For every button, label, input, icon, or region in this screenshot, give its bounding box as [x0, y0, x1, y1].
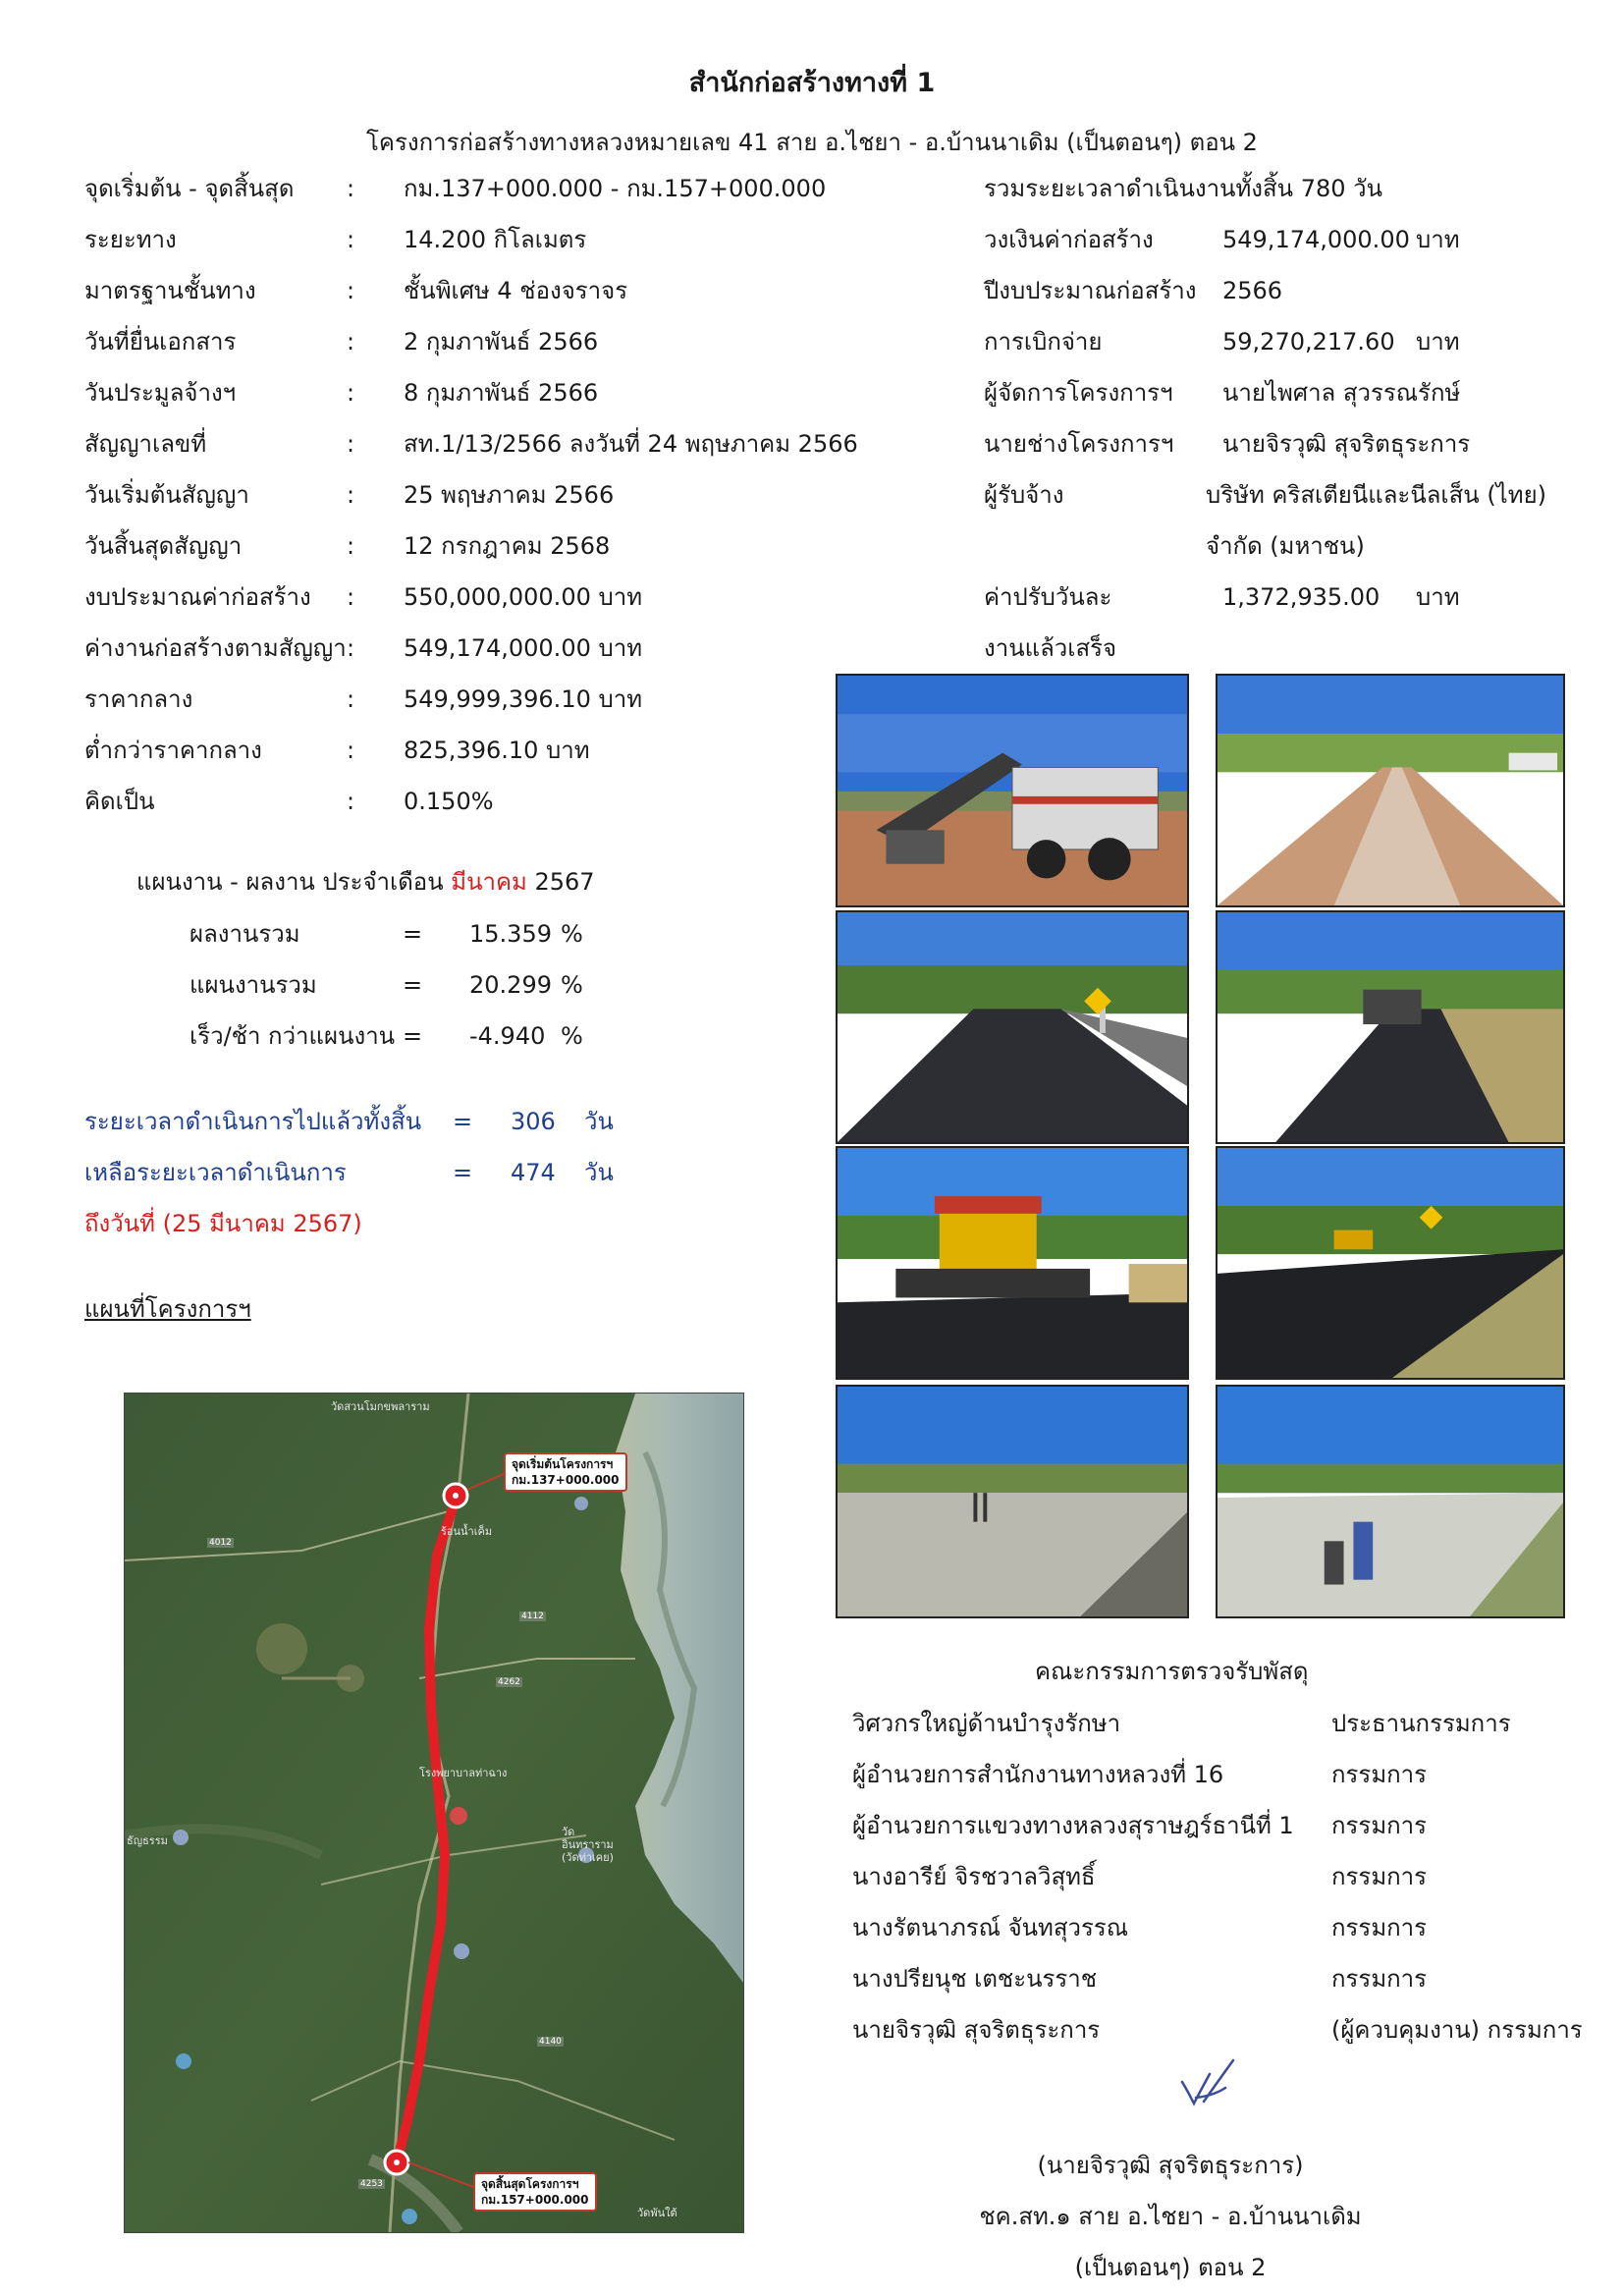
info-value: 8 กุมภาพันธ์ 2566 [404, 379, 599, 407]
start-point-title: จุดเริ่มต้นโครงการฯ [512, 1457, 614, 1471]
temple-icon [574, 1497, 588, 1510]
signer-position: ชค.สท.๑ สาย อ.ไชยา - อ.บ้านนาเดิม [979, 2203, 1362, 2230]
progress-eq: = [403, 971, 423, 999]
committee-member: นางปรียนุช เตชะนรราช [852, 1965, 1098, 1993]
info-value-line2: จำกัด (มหาชน) [1206, 532, 1365, 560]
progress-value: -4.940 [469, 1022, 546, 1050]
start-marker-icon [444, 1484, 467, 1507]
progress-heading-year: 2567 [526, 868, 595, 896]
road-number: 4012 [209, 1538, 232, 1548]
info-sep: : [347, 379, 355, 407]
map-label: ธัญธรรม [127, 1834, 168, 1847]
info-sep: : [347, 481, 355, 509]
committee-role: กรรมการ [1331, 1914, 1428, 1941]
info-sep: : [347, 430, 355, 458]
committee-member: ผู้อำนวยการสำนักงานทางหลวงที่ 16 [852, 1761, 1224, 1788]
elapsed-value: 306 [511, 1108, 556, 1135]
info-value: 14.200 กิโลเมตร [404, 226, 587, 253]
map-label: ร้อนน้ำเค็ม [441, 1525, 493, 1538]
project-title: โครงการก่อสร้างทางหลวงหมายเลข 41 สาย อ.ไชยา - อ.บ้านนาเดิม (เป็นตอนๆ) ตอน 2 [366, 129, 1258, 156]
paver-machine-photo [836, 1146, 1189, 1380]
info-sep: : [347, 583, 355, 611]
end-point-callout [473, 2172, 597, 2212]
info-value: 59,270,217.60 [1222, 328, 1395, 355]
fine-unit: บาท [1416, 583, 1460, 611]
remaining-unit: วัน [584, 1159, 614, 1186]
committee-role: กรรมการ [1331, 1761, 1428, 1788]
total-duration: รวมระยะเวลาดำเนินงานทั้งสิ้น 780 วัน [984, 175, 1383, 202]
road-number: 4140 [539, 2037, 562, 2047]
info-unit: บาท [1416, 328, 1460, 355]
info-value: 2 กุมภาพันธ์ 2566 [404, 328, 599, 355]
road-number: 4112 [521, 1612, 544, 1621]
info-label: วันประมูลจ้างฯ [84, 379, 237, 407]
temple-icon [454, 1943, 469, 1959]
new-asphalt-road-photo [1216, 1146, 1565, 1380]
progress-unit: % [561, 1022, 583, 1050]
info-label: วันที่ยื่นเอกสาร [84, 328, 237, 355]
committee-member: นางรัตนาภรณ์ จันทสุวรรณ [852, 1914, 1129, 1941]
progress-label: เร็ว/ช้า กว่าแผนงาน [189, 1022, 396, 1050]
info-unit: บาท [1416, 226, 1460, 253]
signer-section: (เป็นตอนๆ) ตอน 2 [1074, 2254, 1267, 2281]
road-number: 4253 [360, 2179, 383, 2189]
info-label: วงเงินค่าก่อสร้าง [984, 226, 1154, 253]
remaining-label: เหลือระยะเวลาดำเนินการ [84, 1159, 347, 1186]
info-value: 549,174,000.00 [1222, 226, 1410, 253]
progress-eq: = [403, 920, 423, 948]
info-label: ราคากลาง [84, 685, 193, 713]
info-value: นายไพศาล สุวรรณรักษ์ [1222, 379, 1461, 407]
committee-role: ประธานกรรมการ [1331, 1710, 1511, 1737]
satellite-map [125, 1394, 743, 2232]
info-value: 825,396.10 บาท [404, 737, 590, 764]
info-label: ผู้รับจ้าง [984, 481, 1064, 509]
info-value: 0.150% [404, 788, 494, 815]
info-label: สัญญาเลขที่ [84, 430, 207, 458]
elapsed-label: ระยะเวลาดำเนินการไปแล้วทั้งสิ้น [84, 1108, 422, 1135]
info-label: วันเริ่มต้นสัญญา [84, 481, 249, 509]
map-label: โรงพยาบาลท่าฉาง [419, 1767, 508, 1779]
info-label: ปีงบประมาณก่อสร้าง [984, 277, 1197, 304]
start-point-km: กม.137+000.000 [512, 1473, 620, 1487]
info-label: การเบิกจ่าย [984, 328, 1103, 355]
info-sep: : [347, 277, 355, 304]
info-value: 12 กรกฎาคม 2568 [404, 532, 611, 560]
remaining-value: 474 [511, 1159, 556, 1186]
info-label: ค่างานก่อสร้างตามสัญญา [84, 634, 347, 662]
committee-member: นางอารีย์ จิรชวาลวิสุทธิ์ [852, 1863, 1096, 1890]
fine-value: 1,372,935.00 [1222, 583, 1380, 611]
info-sep: : [347, 226, 355, 253]
road-subgrade-photo [1216, 674, 1565, 907]
progress-heading [136, 867, 595, 897]
progress-unit: % [561, 971, 583, 999]
info-label: นายช่างโครงการฯ [984, 430, 1174, 458]
progress-label: ผลงานรวม [189, 920, 300, 948]
committee-member: วิศวกรใหญ่ด้านบำรุงรักษา [852, 1710, 1121, 1737]
map-heading: แผนที่โครงการฯ [84, 1295, 251, 1323]
completed-work-label: งานแล้วเสร็จ [984, 634, 1117, 662]
map-label: วัดอินทราราม (วัดท่าเคย) [562, 1826, 614, 1864]
info-value: กม.137+000.000 - กม.157+000.000 [404, 175, 827, 202]
info-sep: : [347, 328, 355, 355]
info-label: ระยะทาง [84, 226, 177, 253]
map-label: วัดสวนโมกขพลาราม [331, 1400, 430, 1413]
info-value: 549,174,000.00 บาท [404, 634, 643, 662]
temple-icon [173, 1830, 189, 1845]
fine-label: ค่าปรับวันละ [984, 583, 1112, 611]
info-value: 25 พฤษภาคม 2566 [404, 481, 615, 509]
committee-role: กรรมการ [1331, 1812, 1428, 1839]
info-value: สท.1/13/2566 ลงวันที่ 24 พฤษภาคม 2566 [404, 430, 858, 458]
asphalt-road-photo [836, 910, 1189, 1144]
remaining-eq: = [453, 1159, 473, 1186]
progress-value: 20.299 [469, 971, 552, 999]
progress-heading-prefix: แผนงาน - ผลงาน ประจำเดือน [136, 868, 452, 896]
end-point-title: จุดสิ้นสุดโครงการฯ [481, 2177, 579, 2191]
committee-role: (ผู้ควบคุมงาน) กรรมการ [1331, 2016, 1583, 2044]
info-sep: : [347, 737, 355, 764]
committee-member: นายจิรวุฒิ สุจริตธุระการ [852, 2016, 1101, 2044]
info-label: ต่ำกว่าราคากลาง [84, 737, 262, 764]
info-label: มาตรฐานชั้นทาง [84, 277, 256, 304]
signer-name: (นายจิรวุฒิ สุจริตธุระการ) [1037, 2152, 1304, 2179]
info-label: วันสิ้นสุดสัญญา [84, 532, 243, 560]
info-label: ผู้จัดการโครงการฯ [984, 379, 1173, 407]
info-value: นายจิรวุฒิ สุจริตธุระการ [1222, 430, 1471, 458]
info-value: 549,999,396.10 บาท [404, 685, 643, 713]
progress-value: 15.359 [469, 920, 552, 948]
page-title: สำนักก่อสร้างทางที่ 1 [688, 68, 936, 98]
as-of-date: ถึงวันที่ (25 มีนาคม 2567) [84, 1210, 362, 1237]
asphalt-truck-photo [1216, 910, 1565, 1144]
info-sep: : [347, 532, 355, 560]
info-value: บริษัท คริสเตียนีและนีลเส็น (ไทย) [1206, 481, 1546, 509]
progress-eq: = [403, 1022, 423, 1050]
info-sep: : [347, 175, 355, 202]
road-number: 4262 [498, 1677, 520, 1687]
info-sep: : [347, 685, 355, 713]
info-label: คิดเป็น [84, 788, 155, 815]
handwritten-signature [1174, 2052, 1249, 2115]
info-label: จุดเริ่มต้น - จุดสิ้นสุด [84, 175, 295, 202]
info-value: 550,000,000.00 บาท [404, 583, 643, 611]
info-value: ชั้นพิเศษ 4 ช่องจราจร [404, 277, 628, 304]
end-marker-icon [385, 2151, 408, 2174]
info-sep: : [347, 788, 355, 815]
info-value: 2566 [1222, 277, 1283, 304]
concrete-workers-photo [1216, 1385, 1565, 1618]
road-milling-photo [836, 674, 1189, 907]
committee-role: กรรมการ [1331, 1965, 1428, 1993]
committee-role: กรรมการ [1331, 1863, 1428, 1890]
info-label: งบประมาณค่าก่อสร้าง [84, 583, 311, 611]
project-map [124, 1393, 744, 2233]
place-icon [402, 2209, 417, 2224]
progress-label: แผนงานรวม [189, 971, 317, 999]
committee-member: ผู้อำนวยการแขวงทางหลวงสุราษฎร์ธานีที่ 1 [852, 1812, 1294, 1839]
elapsed-unit: วัน [584, 1108, 614, 1135]
concrete-curing-photo [836, 1385, 1189, 1618]
start-point-callout [504, 1452, 627, 1492]
elapsed-eq: = [453, 1108, 473, 1135]
end-point-km: กม.157+000.000 [481, 2193, 589, 2207]
info-sep: : [347, 634, 355, 662]
hospital-icon [450, 1807, 467, 1825]
map-label: วัดพันใต้ [637, 2207, 677, 2219]
place-icon [176, 2053, 191, 2069]
progress-unit: % [561, 920, 583, 948]
progress-heading-month: มีนาคม [451, 868, 527, 896]
committee-heading: คณะกรรมการตรวจรับพัสดุ [1035, 1658, 1309, 1685]
